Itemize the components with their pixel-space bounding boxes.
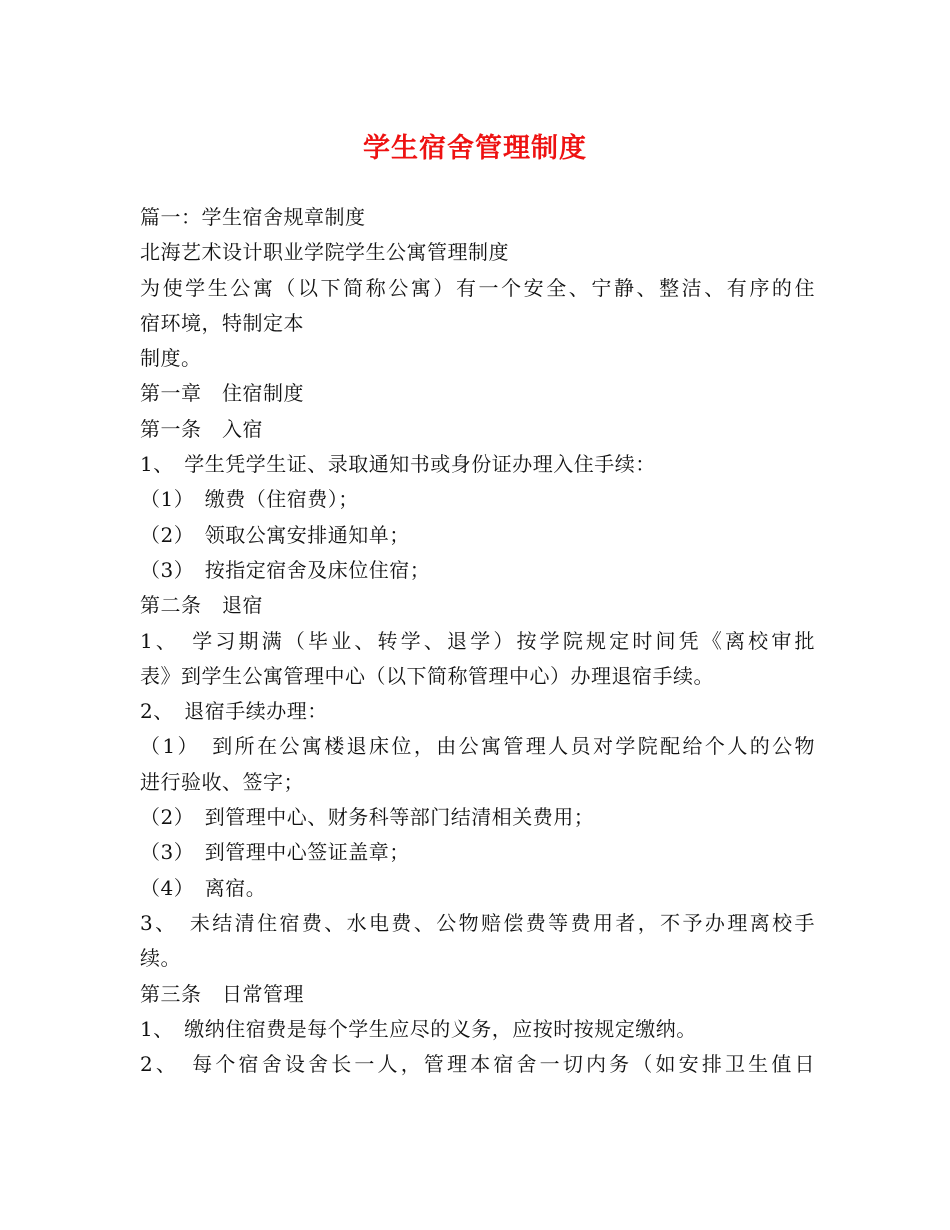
section-heading: 篇一：学生宿舍规章制度: [140, 205, 366, 229]
paragraph-line: 制度。: [140, 346, 202, 371]
paragraph-line: 续。: [140, 946, 181, 971]
list-item: （3） 按指定宿舍及床位住宿；: [140, 557, 431, 582]
list-item: 1、 学生凭学生证、录取通知书或身份证办理入住手续：: [140, 452, 656, 477]
paragraph-line: 北海艺术设计职业学院学生公寓管理制度: [140, 240, 509, 265]
list-item: （3） 到管理中心签证盖章；: [140, 840, 410, 865]
list-item: （1） 缴费（住宿费）；: [140, 487, 359, 512]
article-heading: 第一条 入宿: [140, 416, 263, 441]
document-title: 学生宿舍管理制度: [363, 133, 587, 164]
article-heading: 第三条 日常管理: [140, 981, 304, 1006]
list-item: 2、 每个宿舍设舍长一人，管理本宿舍一切内务（如安排卫生值日: [140, 1052, 815, 1077]
list-item: （2） 领取公寓安排通知单；: [140, 522, 410, 547]
article-heading: 第二条 退宿: [140, 593, 263, 618]
list-item: 1、 缴纳住宿费是每个学生应尽的义务，应按时按规定缴纳。: [140, 1016, 697, 1041]
document-body: [140, 200, 815, 1082]
list-item: （4） 离宿。: [140, 875, 267, 900]
list-item: （2） 到管理中心、财务科等部门结清相关费用；: [140, 805, 595, 830]
list-item: 2、 退宿手续办理：: [140, 699, 328, 724]
list-item: （1） 到所在公寓楼退床位，由公寓管理人员对学院配给个人的公物: [140, 734, 815, 759]
paragraph-line: 为使学生公寓（以下简称公寓）有一个安全、宁静、整洁、有序的住: [140, 275, 815, 300]
paragraph-line: 表》到学生公寓管理中心（以下简称管理中心）办理退宿手续。: [140, 663, 714, 688]
list-item: 1、 学习期满（毕业、转学、退学）按学院规定时间凭《离校审批: [140, 628, 815, 653]
paragraph-line: 宿环境，特制定本: [140, 310, 304, 335]
chapter-heading: 第一章 住宿制度: [140, 381, 304, 406]
list-item: 3、 未结清住宿费、水电费、公物赔偿费等费用者，不予办理离校手: [140, 910, 815, 935]
paragraph-line: 进行验收、签字；: [140, 769, 304, 794]
